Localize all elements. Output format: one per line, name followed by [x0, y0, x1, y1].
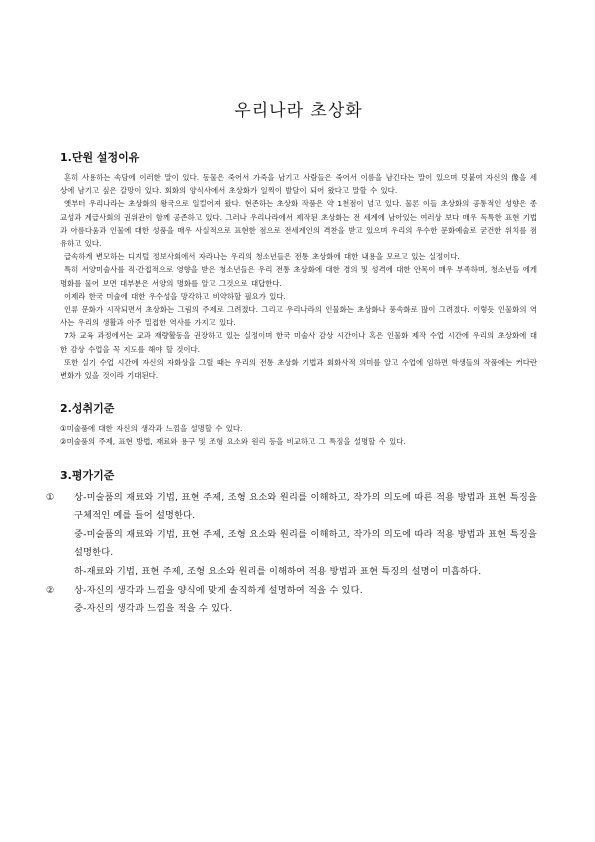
rationale-paragraph: 흔히 사용하는 속담에 이러한 말이 있다. 동물은 죽어서 가죽을 남기고 사람들은 죽어서 이름을 남긴다는 말이 있으며 덧붙여 자신의 像을 세상에 남기고 싶은 갈망이 있다. 회화의 양식사에서 초상화가 일찍이 발달이 되어 왔다고 말할 수 있다.: [60, 173, 537, 196]
rationale-paragraph: 인류 문화가 시작되면서 초상화는 그림의 주제로 그려졌다. 그리고 우리나라의 인물화는 초상화나 풍속화로 많이 그려졌다. 이렇듯 인물화의 역사는 우리의 생활과 아주 밀접한 역사를 가지고 있다.: [60, 305, 537, 328]
criterion-level: [60, 563, 537, 582]
document-title: 우리나라 초상화: [234, 101, 363, 121]
rationale-paragraph: 급속하게 변모하는 디지털 정보사회에서 자라나는 우리의 청소년들은 전통 초상화에 대한 내용을 모르고 있는 실정이다.: [64, 252, 460, 262]
criterion-level-text: 상-미술품의 재료와 기법, 표현 주제, 조형 요소와 원리를 이해하고, 작가의 의도에 따른 적용 방법과 표현 특징을 구체적인 예를 들어 설명한다.: [74, 491, 537, 522]
criterion-marker: ①: [46, 491, 55, 503]
section-rationale: [60, 149, 537, 382]
criterion-level-text: 중-미술품의 재료와 기법, 표현 주제, 조형 요소와 원리를 이해하고, 작가의 의도에 따라 적용 방법과 표현 특징을 설명한다.: [74, 528, 537, 559]
criterion-level: [46, 582, 537, 601]
section-heading-evaluation: 3.평가기준: [60, 468, 115, 482]
criterion-level: [46, 489, 537, 526]
criterion-level: [60, 526, 537, 563]
rationale-paragraph: 또한 실기 수업 시간에 자신의 자화상을 그릴 때는 우리의 전통 초상화 기법과 회화사적 의미를 알고 수업에 임하면 학생들의 작품에는 커다란 변화가 있을 것이라 기대된다.: [60, 357, 537, 381]
rationale-paragraph: 이제라 한국 미술에 대한 우수성을 망각하고 비약하할 필요가 있다.: [64, 291, 286, 301]
criterion-marker: ②: [46, 584, 55, 596]
section-heading-rationale: 1.단원 설정이유: [60, 151, 140, 164]
criterion-level-text: 상-자신의 생각과 느낌을 양식에 맞게 솔직하게 설명하여 적을 수 있다.: [74, 584, 363, 596]
section-achievement-standards: [60, 400, 537, 448]
achievement-item: ①미술품에 대한 자신의 생각과 느낌을 설명할 수 있다.: [60, 424, 243, 434]
achievement-item: ②미술품의 주제, 표현 방법, 재료와 용구 및 조형 요소와 원리 등을 비교하고 그 특징을 설명할 수 있다.: [60, 437, 406, 447]
section-heading-achievement: 2.성취기준: [60, 402, 115, 416]
criterion-level: [60, 600, 537, 619]
criterion-level-text: 중-자신의 생각과 느낌을 적을 수 있다.: [74, 603, 233, 615]
rationale-paragraph: 7차 교육 과정에서는 교과 재량활동을 권장하고 있는 실정이며 한국 미술사 감상 시간이나 혹은 인물화 제작 수업 시간에 우리의 초상화에 대한 감상 수업을 꼭 지도를 해야 할 것이다.: [60, 331, 537, 354]
section-spacer: [60, 382, 537, 400]
rationale-paragraph: 특히 서양미술사를 직·간접적으로 영향을 받은 청소년들은 우리 전통 초상화에 대한 경의 및 성격에 대한 안목이 매우 부족하며, 청소년들 에게 명화를 물어 보면 대부분은 서양의 명화를 알고 그것으로 대답한다.: [60, 265, 537, 288]
section-evaluation-criteria: [46, 467, 537, 619]
section-spacer: [60, 449, 537, 467]
criterion-level-text: 하-재료와 기법, 표현 주제, 조형 요소와 원리를 이해하여 적용 방법과 표현 특징의 설명이 미흡하다.: [74, 566, 482, 578]
rationale-paragraph: 옛부터 우리나라는 초상화의 왕국으로 일컬어져 왔다. 현존하는 초상화 작품은 약 1천점이 넘고 있다. 물론 이들 초상화의 공통적인 성향은 종교성과 계급사회의 권위관이 함께 공존하고 있다. 그러나 우리나라에서 제작된 초상화는 전 세계에 남아있는 여러상 보다 매우 독특한 표현 기법과 아름다움과 인물에 대한 성품을 매우 사실적으로 표현한 점으로 전세계인의 격찬을 받고 있으며 우리의 우수한 문화예술로 굳건한 위치를 점유하고 있다.: [60, 199, 537, 249]
